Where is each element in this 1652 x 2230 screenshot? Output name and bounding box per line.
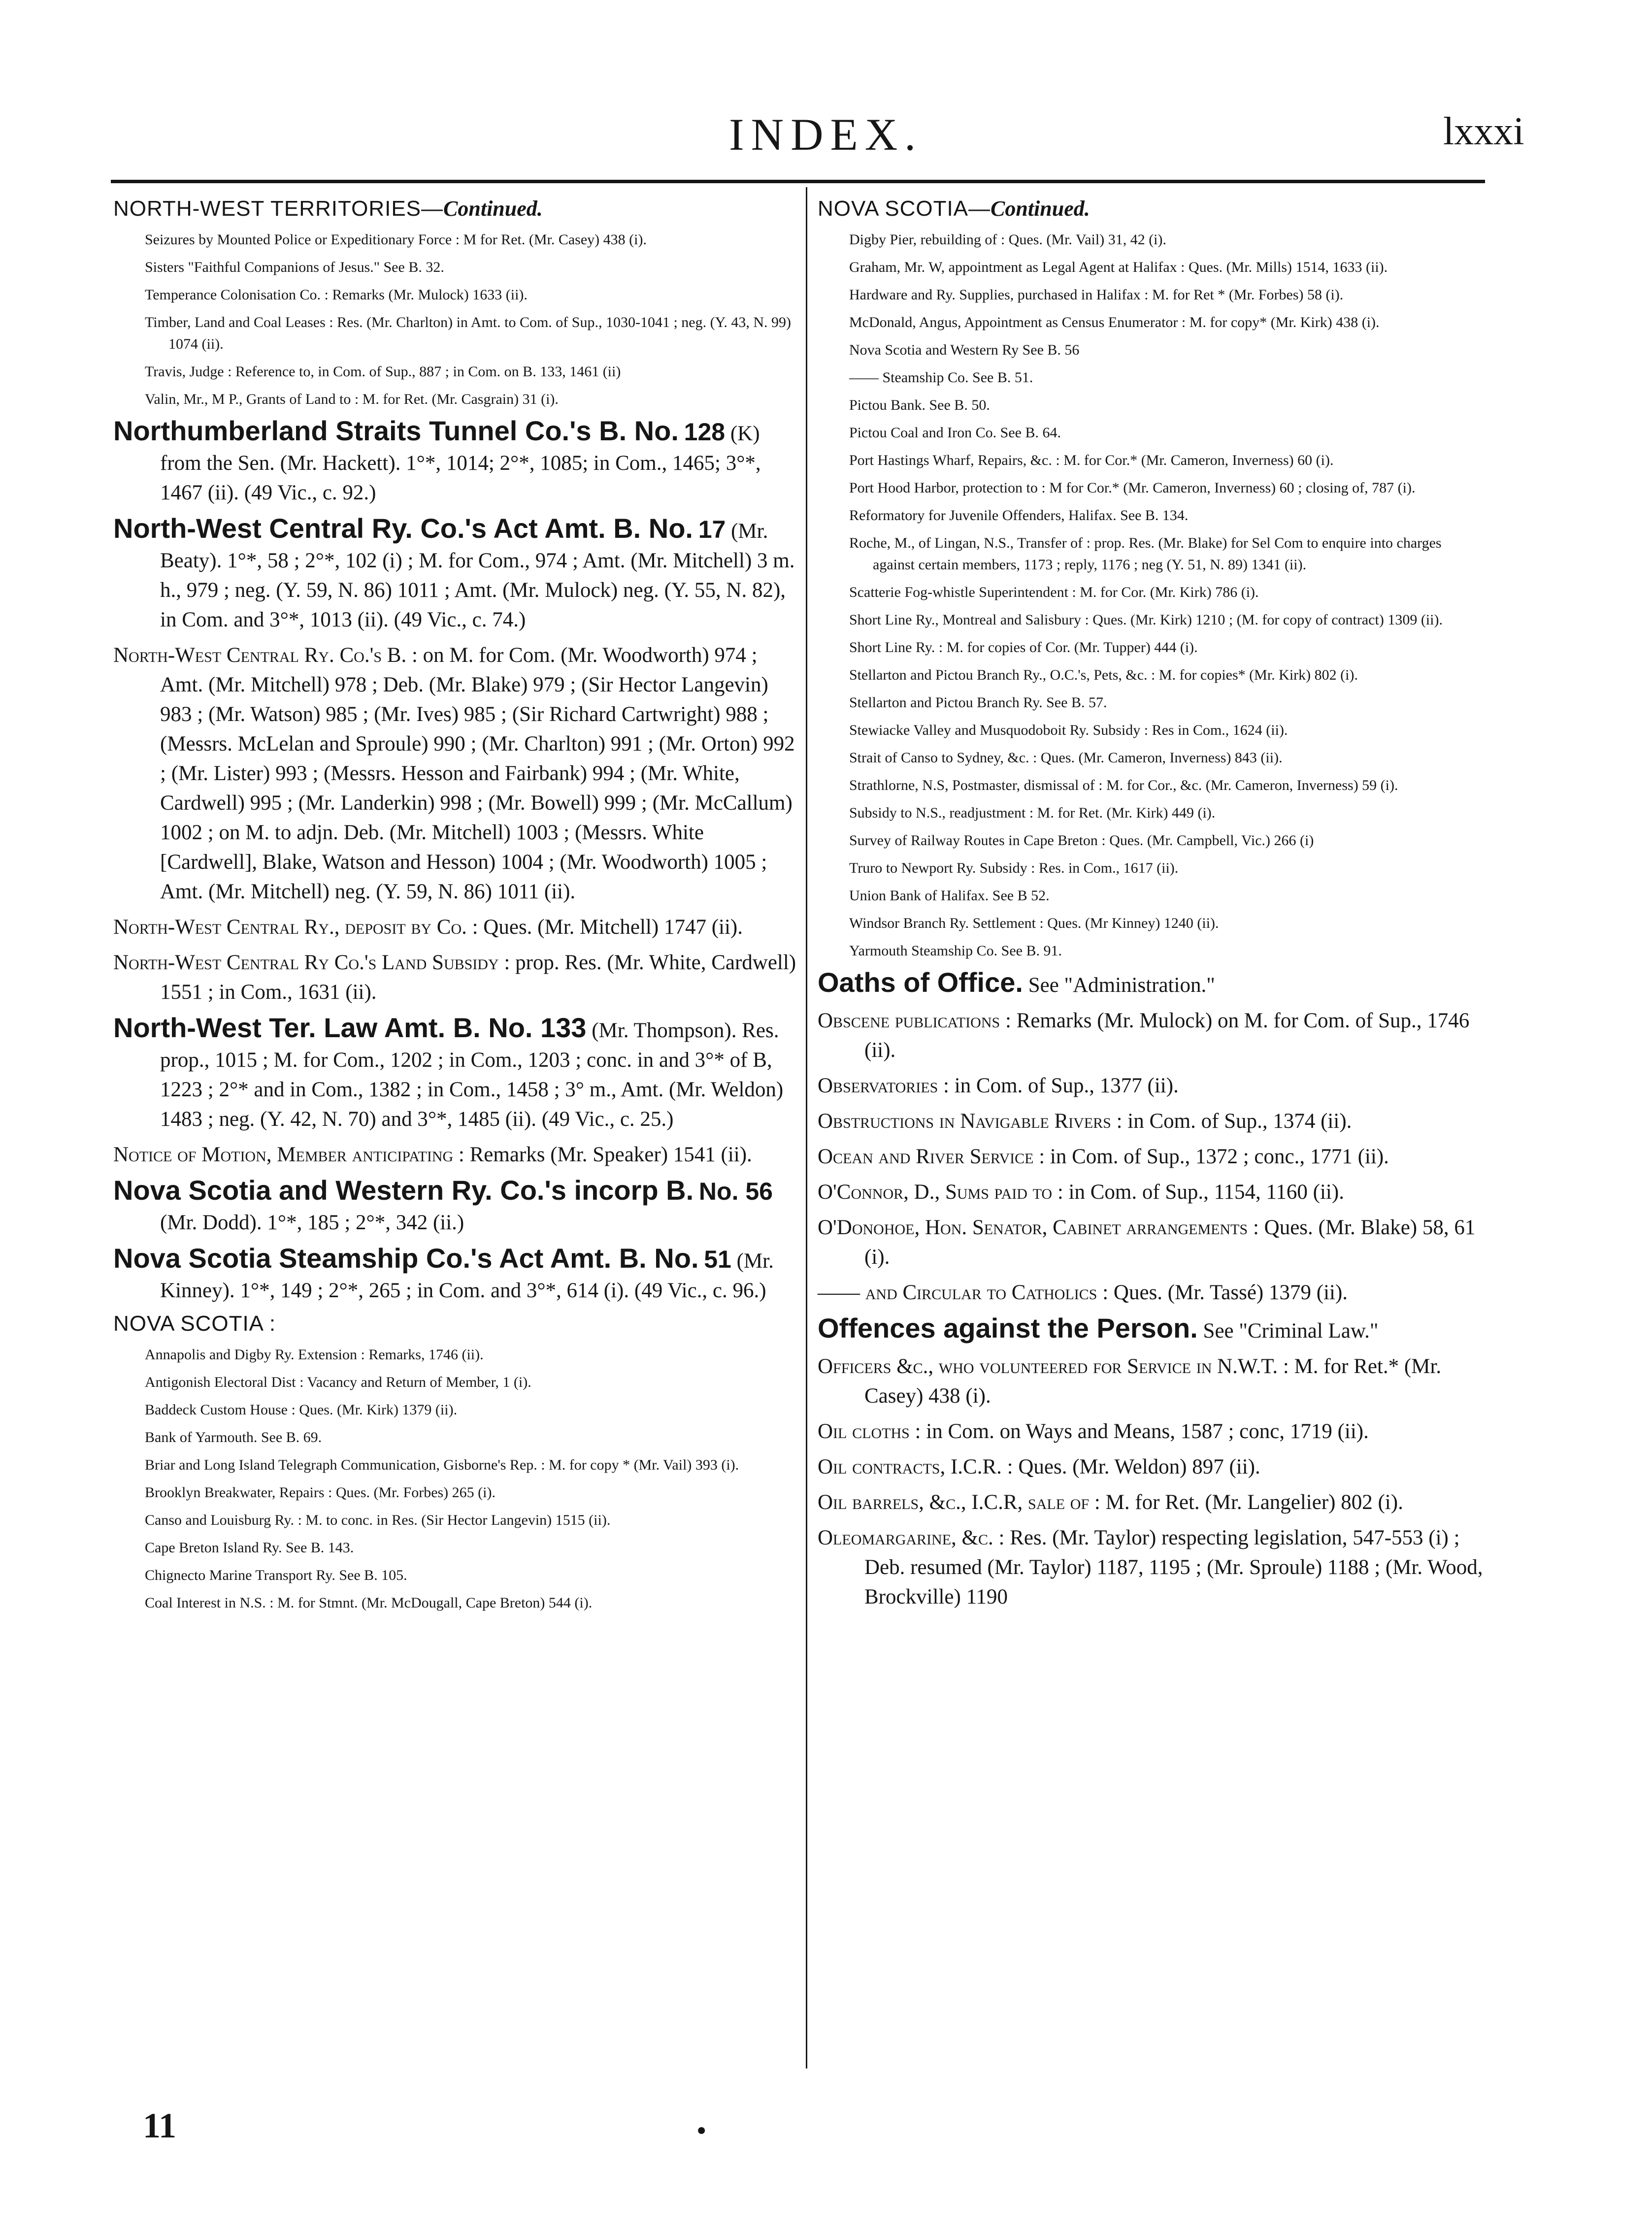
section-continued: Continued. <box>991 197 1090 221</box>
entry-body: : prop. Res. (Mr. White, Cardwell) 1551 ; in Com., 1631 (ii). <box>160 951 796 1004</box>
sub-entry: Windsor Branch Ry. Settlement : Ques. (Mr Kinney) 1240 (ii). <box>849 915 1219 931</box>
sub-entry: Roche, M., of Lingan, N.S., Transfer of : prop. Res. (Mr. Blake) for Sel Com to enquire into charges against certain members, 1173 ; reply, 1176 ; neg (Y. 51, N. 89) 1341 (ii). <box>849 535 1442 573</box>
sub-entry: Travis, Judge : Reference to, in Com. of Sup., 887 ; in Com. on B. 133, 1461 (ii) <box>145 363 621 380</box>
sub-entry: Stellarton and Pictou Branch Ry. See B. 57. <box>849 694 1107 711</box>
sub-entry: Survey of Railway Routes in Cape Breton : Ques. (Mr. Campbell, Vic.) 266 (i) <box>849 832 1314 849</box>
sub-entry: Brooklyn Breakwater, Repairs : Ques. (Mr. Forbes) 265 (i). <box>145 1484 496 1501</box>
sub-entry: Pictou Coal and Iron Co. See B. 64. <box>849 425 1061 441</box>
sub-entry: Bank of Yarmouth. See B. 69. <box>145 1429 322 1445</box>
index-entry <box>818 1313 1485 1346</box>
index-entry <box>818 1523 1485 1612</box>
print-dot: • <box>694 2118 709 2145</box>
entry-heading: Obstructions in Navigable Rivers <box>818 1110 1111 1133</box>
entry-heading: North-West Central Ry Co.'s Land Subsidy <box>113 951 499 974</box>
index-entry <box>818 968 1485 1000</box>
index-entry <box>818 1278 1485 1308</box>
entry-heading: Oaths of Office. <box>818 967 1023 998</box>
signature-mark: 11 <box>143 2106 177 2145</box>
page-number: lxxxi <box>1443 110 1524 153</box>
sub-entry: Strait of Canso to Sydney, &c. : Ques. (Mr. Cameron, Inverness) 843 (ii). <box>849 750 1283 766</box>
entry-heading: Nova Scotia Steamship Co.'s Act Amt. B. No. <box>113 1243 699 1274</box>
sub-entry: Yarmouth Steamship Co. See B. 91. <box>849 943 1062 959</box>
section-heading <box>113 1312 798 1336</box>
sub-entry: McDonald, Angus, Appointment as Census Enumerator : M. for copy* (Mr. Kirk) 438 (i). <box>849 314 1380 330</box>
index-entry <box>113 948 798 1007</box>
index-entry <box>113 1140 798 1170</box>
entry-body: : Ques. (Mr. Mitchell) 1747 (ii). <box>466 916 743 939</box>
entry-bill-number: 51 <box>704 1246 731 1273</box>
entry-body: : Ques. (Mr. Tassé) 1379 (ii). <box>1097 1281 1348 1304</box>
section-heading-text: NOVA SCOTIA— <box>818 197 991 221</box>
entry-body: : in Com. of Sup., 1154, 1160 (ii). <box>1052 1181 1344 1204</box>
index-entry <box>113 1013 798 1134</box>
sub-entry: Seizures by Mounted Police or Expeditionary Force : M for Ret. (Mr. Casey) 438 (i). <box>145 231 647 248</box>
sub-entry: Baddeck Custom House : Ques. (Mr. Kirk) 1379 (ii). <box>145 1402 458 1418</box>
sub-entry: Pictou Bank. See B. 50. <box>849 397 990 413</box>
sub-entry: Sisters "Faithful Companions of Jesus." See B. 32. <box>145 259 444 275</box>
index-entry <box>113 1176 798 1238</box>
index-entry <box>818 1107 1485 1136</box>
sub-entry: Reformatory for Juvenile Offenders, Halifax. See B. 134. <box>849 507 1189 524</box>
entry-heading: Officers &c., who volunteered for Service in N.W.T. <box>818 1355 1278 1378</box>
sub-entry: Port Hastings Wharf, Repairs, &c. : M. for Cor.* (Mr. Cameron, Inverness) 60 (i). <box>849 452 1334 468</box>
sub-entry: Temperance Colonisation Co. : Remarks (Mr. Mulock) 1633 (ii). <box>145 287 528 303</box>
section-heading <box>818 196 1485 221</box>
entry-bill-number: 128 <box>684 418 726 446</box>
entry-body: (Mr. Beaty). 1°*, 58 ; 2°*, 102 (i) ; M. for Com., 974 ; Amt. (Mr. Mitchell) 3 m. h., 979 ; neg. (Y. 59, N. 86) 1011 ; Amt. (Mr. Mulock) neg. (Y. 55, N. 82), in Com. and 3°*, 1013 (ii). (49 Vic., c. 74.) <box>160 520 795 631</box>
sub-entry: Truro to Newport Ry. Subsidy : Res. in Com., 1617 (ii). <box>849 860 1179 876</box>
index-entry <box>818 1452 1485 1482</box>
entry-heading: O'Donohoe, Hon. Senator, Cabinet arrangements <box>818 1216 1248 1239</box>
sub-entry: Strathlorne, N.S, Postmaster, dismissal of : M. for Cor., &c. (Mr. Cameron, Inverness) 59 (i). <box>849 777 1398 793</box>
entry-body: : in Com. of Sup., 1377 (ii). <box>938 1074 1179 1097</box>
right-column <box>818 196 1485 1618</box>
sub-entry: Coal Interest in N.S. : M. for Stmnt. (Mr. McDougall, Cape Breton) 544 (i). <box>145 1595 593 1611</box>
column-divider <box>806 187 807 2068</box>
entry-body: : in Com. of Sup., 1374 (ii). <box>1111 1110 1352 1133</box>
entry-heading: Oil contracts, I.C.R. <box>818 1455 1002 1478</box>
sub-entry: Graham, Mr. W, appointment as Legal Agent at Halifax : Ques. (Mr. Mills) 1514, 1633 (ii). <box>849 259 1388 275</box>
entry-body: : Remarks (Mr. Mulock) on M. for Com. of Sup., 1746 (ii). <box>864 1009 1470 1062</box>
section-heading <box>113 196 798 221</box>
entry-body: : Ques. (Mr. Blake) 58, 61 (i). <box>864 1216 1476 1269</box>
index-entry <box>113 1244 798 1306</box>
entry-heading: North-West Central Ry. Co.'s Act Amt. B. No. <box>113 513 693 544</box>
entry-body: : Ques. (Mr. Weldon) 897 (ii). <box>1001 1455 1260 1478</box>
section-heading-text: NORTH-WEST TERRITORIES— <box>113 197 444 221</box>
sub-entry: Union Bank of Halifax. See B 52. <box>849 887 1050 904</box>
entry-body: (Mr. Thompson). Res. prop., 1015 ; M. for Com., 1202 ; in Com., 1203 ; conc. in and 3°* of B, 1223 ; 2°* and in Com., 1382 ; in Com., 1458 ; 3° m., Amt. (Mr. Weldon) 1483 ; neg. (Y. 42, N. 70) and 3°*, 1485 (ii). (49 Vic., c. 25.) <box>160 1019 784 1131</box>
entry-body: : Remarks (Mr. Speaker) 1541 (ii). <box>453 1143 752 1166</box>
index-entry <box>113 514 798 635</box>
section-continued: Continued. <box>443 197 543 221</box>
sub-entry: Short Line Ry. : M. for copies of Cor. (Mr. Tupper) 444 (i). <box>849 639 1198 656</box>
sub-entry: Valin, Mr., M P., Grants of Land to : M. for Ret. (Mr. Casgrain) 31 (i). <box>145 391 559 407</box>
entry-heading: Nova Scotia and Western Ry. Co.'s incorp B. <box>113 1175 694 1206</box>
sub-entry: Timber, Land and Coal Leases : Res. (Mr. Charlton) in Amt. to Com. of Sup., 1030-1041 ; neg. (Y. 43, N. 99) 1074 (ii). <box>145 314 792 352</box>
entry-heading: Offences against the Person. <box>818 1312 1198 1344</box>
entry-heading: —— and Circular to Catholics <box>818 1281 1097 1304</box>
index-entry <box>818 1006 1485 1065</box>
entry-heading: Oil cloths <box>818 1420 910 1443</box>
sub-entry: Digby Pier, rebuilding of : Ques. (Mr. Vail) 31, 42 (i). <box>849 231 1167 248</box>
entry-heading: North-West Central Ry., deposit by Co. <box>113 916 467 939</box>
sub-entry: Nova Scotia and Western Ry See B. 56 <box>849 342 1080 358</box>
section-heading-text: NOVA SCOTIA : <box>113 1312 276 1336</box>
entry-heading: O'Connor, D., Sums paid to <box>818 1181 1053 1204</box>
sub-entry: Scatterie Fog-whistle Superintendent : M. for Cor. (Mr. Kirk) 786 (i). <box>849 584 1259 600</box>
sub-entry: Antigonish Electoral Dist : Vacancy and Return of Member, 1 (i). <box>145 1374 531 1390</box>
entry-heading: Oil barrels, &c., I.C.R, sale of <box>818 1491 1090 1514</box>
index-entry <box>113 913 798 942</box>
entry-heading: North-West Central Ry. Co.'s B. <box>113 644 407 667</box>
entry-heading: Northumberland Straits Tunnel Co.'s B. No. <box>113 415 679 446</box>
header-rule <box>111 180 1485 183</box>
sub-entry: Canso and Louisburg Ry. : M. to conc. in Res. (Sir Hector Langevin) 1515 (ii). <box>145 1512 611 1528</box>
index-entry <box>818 1213 1485 1272</box>
entry-body: See "Administration." <box>1023 974 1215 997</box>
index-entry <box>818 1352 1485 1411</box>
index-entry <box>818 1178 1485 1207</box>
left-column <box>113 196 798 1620</box>
sub-entry: Annapolis and Digby Ry. Extension : Remarks, 1746 (ii). <box>145 1346 484 1363</box>
index-entry <box>113 416 798 508</box>
entry-bill-number: 17 <box>698 516 726 543</box>
entry-heading: Notice of Motion, Member anticipating <box>113 1143 454 1166</box>
page-title: INDEX. <box>729 109 923 160</box>
index-entry <box>818 1142 1485 1172</box>
entry-body: (K) from the Sen. (Mr. Hackett). 1°*, 1014; 2°*, 1085; in Com., 1465; 3°*, 1467 (ii). (49 Vic., c. 92.) <box>160 422 761 504</box>
sub-entry: Briar and Long Island Telegraph Communication, Gisborne's Rep. : M. for copy * (Mr. Vail) 393 (i). <box>145 1457 739 1473</box>
sub-entry: Short Line Ry., Montreal and Salisbury : Ques. (Mr. Kirk) 1210 ; (M. for copy of contract) 1309 (ii). <box>849 612 1443 628</box>
entry-body: : in Com. of Sup., 1372 ; conc., 1771 (ii). <box>1033 1145 1389 1168</box>
index-entry <box>818 1488 1485 1517</box>
sub-entry: Stewiacke Valley and Musquodoboit Ry. Subsidy : Res in Com., 1624 (ii). <box>849 722 1288 738</box>
entry-body: : on M. for Com. (Mr. Woodworth) 974 ; Amt. (Mr. Mitchell) 978 ; Deb. (Mr. Blake) 979 ; (Sir Hector Langevin) 983 ; (Mr. Watson) 985 ; (Mr. Ives) 985 ; (Sir Richard Cartwright) 988 ; (Messrs. McLelan and Sproule) 990 ; (Mr. Charlton) 991 ; (Mr. Orton) 992 ; (Mr. Lister) 993 ; (Messrs. Hesson and Fairbank) 994 ; (Mr. White, Cardwell) 995 ; (Mr. Landerkin) 998 ; (Mr. Bowell) 999 ; (Mr. McCallum) 1002 ; on M. to adjn. Deb. (Mr. Mitchell) 1003 ; (Messrs. White [Cardwell], Blake, Watson and Hesson) 1004 ; (Mr. Woodworth) 1005 ; Amt. (Mr. Mitchell) neg. (Y. 59, N. 86) 1011 (ii). <box>160 644 795 903</box>
sub-entry: Subsidy to N.S., readjustment : M. for Ret. (Mr. Kirk) 449 (i). <box>849 805 1216 821</box>
entry-body: See "Criminal Law." <box>1197 1319 1379 1343</box>
sub-entry: Hardware and Ry. Supplies, purchased in Halifax : M. for Ret * (Mr. Forbes) 58 (i). <box>849 287 1344 303</box>
sub-entry: Stellarton and Pictou Branch Ry., O.C.'s, Pets, &c. : M. for copies* (Mr. Kirk) 802 (i). <box>849 667 1358 683</box>
entry-body: : in Com. on Ways and Means, 1587 ; conc, 1719 (ii). <box>909 1420 1369 1443</box>
entry-body: (Mr. Kinney). 1°*, 149 ; 2°*, 265 ; in Com. and 3°*, 614 (i). (49 Vic., c. 96.) <box>160 1249 774 1302</box>
index-entry <box>818 1417 1485 1446</box>
entry-body: : Res. (Mr. Taylor) respecting legislation, 547-553 (i) ; Deb. resumed (Mr. Taylor) 1187, 1195 ; (Mr. Sproule) 1188 ; (Mr. Wood, Brockville) 1190 <box>864 1526 1483 1608</box>
sub-entry: Chignecto Marine Transport Ry. See B. 105. <box>145 1567 407 1583</box>
sub-entry: —— Steamship Co. See B. 51. <box>849 369 1033 386</box>
entry-heading: Obscene publications <box>818 1009 1000 1032</box>
sub-entry: Port Hood Harbor, protection to : M for Cor.* (Mr. Cameron, Inverness) 60 ; closing of, 787 (i). <box>849 480 1416 496</box>
entry-heading: Observatories <box>818 1074 938 1097</box>
index-entry <box>818 1071 1485 1101</box>
entry-body: (Mr. Dodd). 1°*, 185 ; 2°*, 342 (ii.) <box>160 1211 464 1234</box>
entry-heading: Ocean and River Service <box>818 1145 1034 1168</box>
entry-body: : M. for Ret. (Mr. Langelier) 802 (i). <box>1089 1491 1403 1514</box>
index-entry <box>113 641 798 907</box>
entry-body: : M. for Ret.* (Mr. Casey) 438 (i). <box>864 1355 1442 1408</box>
sub-entry: Cape Breton Island Ry. See B. 143. <box>145 1540 354 1556</box>
entry-bill-number: No. 56 <box>698 1178 773 1205</box>
entry-heading: North-West Ter. Law Amt. B. No. 133 <box>113 1012 587 1043</box>
entry-heading: Oleomargarine, &c. <box>818 1526 993 1549</box>
